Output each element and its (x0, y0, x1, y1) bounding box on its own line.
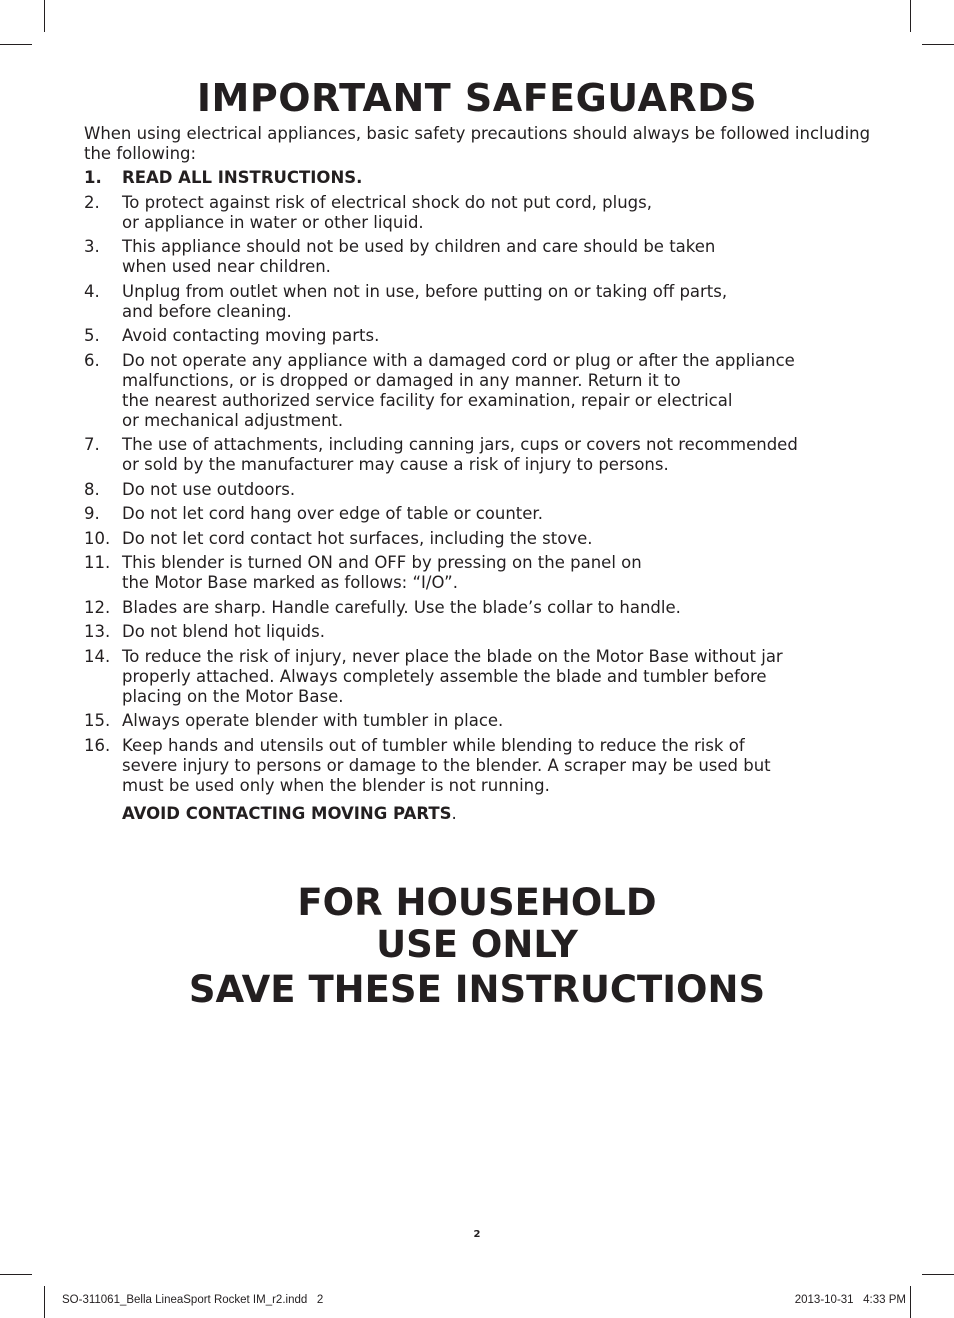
item-text: To reduce the risk of injury, never place the blade on the Motor Base without jar properly attached. Always completely assemble the blade and tumbler before placing on the Motor Base. (122, 646, 783, 706)
list-item (84, 237, 874, 277)
item-text: This appliance should not be used by children and care should be taken when used near children. (122, 237, 716, 276)
item-text: Blades are sharp. Handle carefully. Use the blade’s collar to handle. (122, 597, 681, 617)
page-title: IMPORTANT SAFEGUARDS (196, 76, 758, 120)
item-number: 8. (84, 479, 100, 499)
item-text: READ ALL INSTRUCTIONS. (122, 168, 363, 187)
list-item (84, 435, 874, 475)
item-number: 13. (84, 622, 111, 641)
crop-mark-bottom-right-h (922, 1274, 954, 1275)
caution-line (122, 804, 457, 824)
caution-period: . (451, 804, 457, 823)
list-item (84, 504, 874, 524)
item-text: Do not blend hot liquids. (122, 622, 325, 641)
item-text: Do not let cord hang over edge of table or counter. (122, 504, 543, 523)
list-item (84, 647, 874, 707)
item-text: To protect against risk of electrical shock do not put cord, plugs, or appliance in water or other liquid. (122, 192, 652, 232)
item-number: 3. (84, 237, 100, 256)
item-number: 1. (84, 168, 102, 187)
household-heading-line-1: FOR HOUSEHOLD (297, 881, 657, 924)
item-text: Always operate blender with tumbler in place. (122, 711, 504, 730)
item-text: Do not operate any appliance with a damaged cord or plug or after the appliance malfunctions, or is dropped or damaged in any manner. Return it to the nearest authorized service facility for examination, repair or electrical or mechanical adjustment. (122, 350, 795, 430)
closing-headings (0, 882, 954, 1011)
list-item (84, 529, 874, 549)
item-number: 14. (84, 646, 111, 666)
household-heading-line-2: USE ONLY (376, 923, 578, 966)
list-item (84, 193, 874, 233)
item-text: Keep hands and utensils out of tumbler while blending to reduce the risk of severe injury to persons or damage to the blender. A scraper may be used but must be used only when the blender is not running. (122, 735, 771, 795)
item-number: 2. (84, 192, 100, 212)
save-instructions-heading: SAVE THESE INSTRUCTIONS (188, 968, 766, 1011)
list-item (84, 736, 874, 796)
crop-mark-bottom-left-v (44, 1286, 45, 1318)
item-number: 5. (84, 326, 100, 345)
list-item (84, 622, 874, 642)
print-timestamp: 2013-10-31 4:33 PM (794, 1294, 906, 1306)
item-number: 16. (84, 735, 111, 755)
crop-mark-bottom-right-v (910, 1286, 911, 1318)
item-number: 7. (84, 435, 100, 454)
list-item (84, 598, 874, 618)
intro-text: When using electrical appliances, basic safety precautions should always be followed including the following: (84, 124, 871, 163)
page-number: 2 (473, 1229, 481, 1240)
item-text: Do not let cord contact hot surfaces, including the stove. (122, 528, 593, 548)
item-number: 9. (84, 504, 100, 523)
item-text: Unplug from outlet when not in use, before putting on or taking off parts, and before cleaning. (122, 281, 728, 321)
crop-mark-top-left-h (0, 44, 32, 45)
list-item (84, 711, 874, 731)
list-item (84, 351, 874, 431)
crop-mark-top-right-h (922, 44, 954, 45)
crop-mark-top-right-v (910, 0, 911, 32)
item-number: 6. (84, 350, 100, 370)
item-number: 10. (84, 528, 111, 548)
list-item (84, 168, 874, 188)
file-slug: SO-311061_Bella LineaSport Rocket IM_r2.indd 2 (62, 1294, 324, 1306)
crop-mark-top-left-v (44, 0, 45, 32)
item-text: Avoid contacting moving parts. (122, 326, 380, 345)
item-number: 4. (84, 281, 100, 301)
safeguards-list (84, 168, 874, 800)
caution-text: AVOID CONTACTING MOVING PARTS (122, 804, 452, 823)
item-text: Do not use outdoors. (122, 479, 296, 499)
item-number: 15. (84, 711, 111, 730)
list-item (84, 282, 874, 322)
item-text: The use of attachments, including canning jars, cups or covers not recommended or sold by the manufacturer may cause a risk of injury to persons. (122, 435, 798, 474)
item-number: 12. (84, 597, 111, 617)
list-item (84, 480, 874, 500)
item-text: This blender is turned ON and OFF by pressing on the panel on the Motor Base marked as follows: “I/O”. (122, 553, 642, 592)
item-number: 11. (84, 553, 111, 572)
list-item (84, 553, 874, 593)
list-item (84, 326, 874, 346)
crop-mark-bottom-left-h (0, 1274, 32, 1275)
